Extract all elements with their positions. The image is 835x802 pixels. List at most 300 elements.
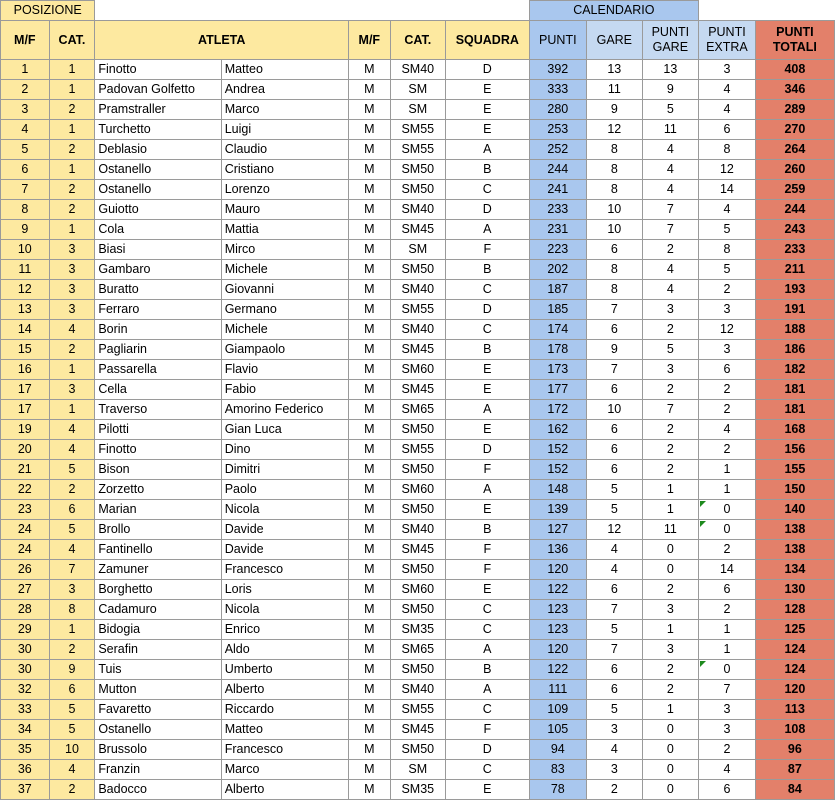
total-points-cell: 120 xyxy=(755,680,834,700)
races-cell: 8 xyxy=(587,160,643,180)
points-cell: 253 xyxy=(529,120,587,140)
race-points-cell: 4 xyxy=(642,160,699,180)
races-cell: 12 xyxy=(587,120,643,140)
total-points-cell: 346 xyxy=(755,80,834,100)
points-cell: 152 xyxy=(529,460,587,480)
extra-points-cell: 5 xyxy=(699,220,756,240)
race-points-cell: 2 xyxy=(642,660,699,680)
surname-cell: Turchetto xyxy=(95,120,221,140)
race-points-cell: 0 xyxy=(642,760,699,780)
race-points-cell: 0 xyxy=(642,780,699,800)
total-points-cell: 150 xyxy=(755,480,834,500)
category-cell: SM45 xyxy=(390,220,445,240)
points-cell: 152 xyxy=(529,440,587,460)
category-position-cell: 1 xyxy=(49,400,95,420)
total-points-cell: 108 xyxy=(755,720,834,740)
team-cell: D xyxy=(446,300,530,320)
category-position-cell: 4 xyxy=(49,320,95,340)
extra-points-cell: 0 xyxy=(699,520,756,540)
category-position-cell: 4 xyxy=(49,420,95,440)
name-cell: Michele xyxy=(221,260,348,280)
name-cell: Andrea xyxy=(221,80,348,100)
name-cell: Matteo xyxy=(221,720,348,740)
total-points-cell: 113 xyxy=(755,700,834,720)
surname-cell: Gambaro xyxy=(95,260,221,280)
races-cell: 7 xyxy=(587,360,643,380)
gender-cell: M xyxy=(349,180,391,200)
team-cell: E xyxy=(446,500,530,520)
position-cell: 6 xyxy=(1,160,50,180)
name-cell: Dimitri xyxy=(221,460,348,480)
points-cell: 244 xyxy=(529,160,587,180)
category-cell: SM50 xyxy=(390,160,445,180)
total-points-cell: 191 xyxy=(755,300,834,320)
gare-header: GARE xyxy=(587,21,643,60)
surname-cell: Badocco xyxy=(95,780,221,800)
table-row xyxy=(1,380,835,400)
category-cell: SM40 xyxy=(390,520,445,540)
category-cell: SM55 xyxy=(390,140,445,160)
total-points-cell: 125 xyxy=(755,620,834,640)
category-cell: SM65 xyxy=(390,640,445,660)
team-cell: C xyxy=(446,280,530,300)
table-row xyxy=(1,480,835,500)
team-cell: A xyxy=(446,400,530,420)
surname-cell: Fantinello xyxy=(95,540,221,560)
gender-cell: M xyxy=(349,680,391,700)
total-points-cell: 193 xyxy=(755,280,834,300)
category-position-cell: 6 xyxy=(49,680,95,700)
team-cell: E xyxy=(446,360,530,380)
gender-cell: M xyxy=(349,540,391,560)
extra-points-cell: 5 xyxy=(699,260,756,280)
extra-points-cell: 2 xyxy=(699,740,756,760)
points-cell: 392 xyxy=(529,60,587,80)
category-position-cell: 2 xyxy=(49,640,95,660)
race-points-cell: 2 xyxy=(642,460,699,480)
category-position-cell: 3 xyxy=(49,380,95,400)
extra-points-cell: 4 xyxy=(699,200,756,220)
team-cell: B xyxy=(446,160,530,180)
race-points-cell: 5 xyxy=(642,340,699,360)
position-cell: 7 xyxy=(1,180,50,200)
gender-cell: M xyxy=(349,520,391,540)
total-points-cell: 408 xyxy=(755,60,834,80)
races-cell: 6 xyxy=(587,240,643,260)
punti-gare-header: PUNTI GARE xyxy=(642,21,699,60)
points-cell: 177 xyxy=(529,380,587,400)
category-position-cell: 1 xyxy=(49,360,95,380)
header-row-2 xyxy=(1,21,835,60)
gender-cell: M xyxy=(349,260,391,280)
total-points-cell: 134 xyxy=(755,560,834,580)
table-row xyxy=(1,680,835,700)
category-cell: SM50 xyxy=(390,740,445,760)
surname-cell: Finotto xyxy=(95,60,221,80)
surname-cell: Brussolo xyxy=(95,740,221,760)
header-row-1 xyxy=(1,1,835,21)
position-cell: 8 xyxy=(1,200,50,220)
team-cell: A xyxy=(446,140,530,160)
race-points-cell: 2 xyxy=(642,240,699,260)
team-cell: F xyxy=(446,720,530,740)
category-position-cell: 9 xyxy=(49,660,95,680)
position-cell: 37 xyxy=(1,780,50,800)
category-position-cell: 2 xyxy=(49,100,95,120)
position-cell: 36 xyxy=(1,760,50,780)
surname-cell: Ostanello xyxy=(95,160,221,180)
table-row xyxy=(1,400,835,420)
table-row xyxy=(1,560,835,580)
table-row xyxy=(1,320,835,340)
category-cell: SM40 xyxy=(390,680,445,700)
category-position-cell: 2 xyxy=(49,340,95,360)
extra-points-cell: 12 xyxy=(699,320,756,340)
gender-cell: M xyxy=(349,440,391,460)
table-row xyxy=(1,640,835,660)
gender-cell: M xyxy=(349,720,391,740)
points-cell: 241 xyxy=(529,180,587,200)
extra-points-cell: 2 xyxy=(699,380,756,400)
category-cell: SM45 xyxy=(390,720,445,740)
team-cell: F xyxy=(446,460,530,480)
name-cell: Francesco xyxy=(221,740,348,760)
name-cell: Gian Luca xyxy=(221,420,348,440)
table-row xyxy=(1,720,835,740)
extra-points-cell: 14 xyxy=(699,560,756,580)
total-points-cell: 182 xyxy=(755,360,834,380)
total-points-cell: 124 xyxy=(755,640,834,660)
points-cell: 109 xyxy=(529,700,587,720)
table-row xyxy=(1,500,835,520)
extra-points-cell: 3 xyxy=(699,340,756,360)
surname-cell: Bidogia xyxy=(95,620,221,640)
points-cell: 123 xyxy=(529,600,587,620)
name-cell: Flavio xyxy=(221,360,348,380)
extra-points-cell: 8 xyxy=(699,240,756,260)
category-position-cell: 1 xyxy=(49,80,95,100)
surname-cell: Franzin xyxy=(95,760,221,780)
category-cell: SM60 xyxy=(390,360,445,380)
position-cell: 17 xyxy=(1,380,50,400)
category-cell: SM40 xyxy=(390,200,445,220)
race-points-cell: 3 xyxy=(642,360,699,380)
position-cell: 33 xyxy=(1,700,50,720)
category-cell: SM55 xyxy=(390,300,445,320)
races-cell: 6 xyxy=(587,460,643,480)
race-points-cell: 0 xyxy=(642,720,699,740)
extra-points-cell: 1 xyxy=(699,620,756,640)
race-points-cell: 1 xyxy=(642,620,699,640)
team-cell: F xyxy=(446,240,530,260)
race-points-cell: 0 xyxy=(642,560,699,580)
category-cell: SM40 xyxy=(390,60,445,80)
atleta-header: ATLETA xyxy=(95,21,349,60)
table-row xyxy=(1,300,835,320)
table-row xyxy=(1,100,835,120)
gender-cell: M xyxy=(349,640,391,660)
races-cell: 8 xyxy=(587,280,643,300)
category-cell: SM40 xyxy=(390,280,445,300)
name-cell: Francesco xyxy=(221,560,348,580)
category-cell: SM50 xyxy=(390,600,445,620)
team-cell: E xyxy=(446,580,530,600)
race-points-cell: 1 xyxy=(642,480,699,500)
points-cell: 187 xyxy=(529,280,587,300)
total-points-cell: 138 xyxy=(755,520,834,540)
extra-points-cell: 6 xyxy=(699,120,756,140)
total-points-cell: 156 xyxy=(755,440,834,460)
race-points-cell: 9 xyxy=(642,80,699,100)
races-cell: 10 xyxy=(587,200,643,220)
category-cell: SM55 xyxy=(390,120,445,140)
name-cell: Luigi xyxy=(221,120,348,140)
position-cell: 21 xyxy=(1,460,50,480)
position-cell: 13 xyxy=(1,300,50,320)
extra-points-cell: 4 xyxy=(699,420,756,440)
extra-points-cell: 0 xyxy=(699,660,756,680)
category-cell: SM50 xyxy=(390,560,445,580)
table-row xyxy=(1,120,835,140)
cat2-header: CAT. xyxy=(390,21,445,60)
race-points-cell: 2 xyxy=(642,680,699,700)
total-points-cell: 243 xyxy=(755,220,834,240)
gender-cell: M xyxy=(349,200,391,220)
team-cell: E xyxy=(446,100,530,120)
points-cell: 120 xyxy=(529,560,587,580)
races-cell: 6 xyxy=(587,420,643,440)
points-cell: 105 xyxy=(529,720,587,740)
name-cell: Riccardo xyxy=(221,700,348,720)
category-position-cell: 3 xyxy=(49,260,95,280)
category-cell: SM35 xyxy=(390,780,445,800)
table-row xyxy=(1,360,835,380)
category-cell: SM35 xyxy=(390,620,445,640)
position-cell: 17 xyxy=(1,400,50,420)
name-cell: Nicola xyxy=(221,500,348,520)
race-points-cell: 11 xyxy=(642,520,699,540)
position-cell: 15 xyxy=(1,340,50,360)
points-cell: 120 xyxy=(529,640,587,660)
races-cell: 5 xyxy=(587,700,643,720)
points-cell: 202 xyxy=(529,260,587,280)
total-points-cell: 138 xyxy=(755,540,834,560)
extra-points-cell: 4 xyxy=(699,100,756,120)
category-cell: SM50 xyxy=(390,500,445,520)
extra-points-cell: 3 xyxy=(699,720,756,740)
extra-points-cell: 1 xyxy=(699,480,756,500)
name-cell: Lorenzo xyxy=(221,180,348,200)
races-cell: 6 xyxy=(587,320,643,340)
position-cell: 12 xyxy=(1,280,50,300)
total-points-cell: 289 xyxy=(755,100,834,120)
points-cell: 223 xyxy=(529,240,587,260)
table-row xyxy=(1,80,835,100)
category-cell: SM60 xyxy=(390,580,445,600)
name-cell: Claudio xyxy=(221,140,348,160)
races-cell: 7 xyxy=(587,600,643,620)
name-cell: Alberto xyxy=(221,780,348,800)
name-cell: Enrico xyxy=(221,620,348,640)
name-cell: Paolo xyxy=(221,480,348,500)
table-row xyxy=(1,580,835,600)
team-cell: B xyxy=(446,660,530,680)
table-row xyxy=(1,200,835,220)
races-cell: 5 xyxy=(587,620,643,640)
points-cell: 252 xyxy=(529,140,587,160)
table-row xyxy=(1,280,835,300)
position-cell: 3 xyxy=(1,100,50,120)
gender-cell: M xyxy=(349,620,391,640)
points-cell: 111 xyxy=(529,680,587,700)
team-cell: C xyxy=(446,320,530,340)
table-row xyxy=(1,460,835,480)
surname-cell: Zorzetto xyxy=(95,480,221,500)
name-cell: Nicola xyxy=(221,600,348,620)
category-cell: SM50 xyxy=(390,660,445,680)
gender-cell: M xyxy=(349,80,391,100)
surname-cell: Mutton xyxy=(95,680,221,700)
punti-totali-header: PUNTI TOTALI xyxy=(755,21,834,60)
gender-cell: M xyxy=(349,60,391,80)
surname-cell: Pramstraller xyxy=(95,100,221,120)
total-points-cell: 155 xyxy=(755,460,834,480)
surname-cell: Borghetto xyxy=(95,580,221,600)
race-points-cell: 0 xyxy=(642,540,699,560)
total-points-cell: 264 xyxy=(755,140,834,160)
category-position-cell: 4 xyxy=(49,540,95,560)
table-row xyxy=(1,180,835,200)
gender-cell: M xyxy=(349,120,391,140)
races-cell: 13 xyxy=(587,60,643,80)
race-points-cell: 7 xyxy=(642,400,699,420)
gender-cell: M xyxy=(349,660,391,680)
table-row xyxy=(1,440,835,460)
position-cell: 10 xyxy=(1,240,50,260)
races-cell: 11 xyxy=(587,80,643,100)
surname-cell: Ferraro xyxy=(95,300,221,320)
position-cell: 28 xyxy=(1,600,50,620)
category-position-cell: 8 xyxy=(49,600,95,620)
team-cell: E xyxy=(446,420,530,440)
team-cell: E xyxy=(446,380,530,400)
race-points-cell: 4 xyxy=(642,280,699,300)
gender-cell: M xyxy=(349,300,391,320)
category-cell: SM xyxy=(390,240,445,260)
points-cell: 333 xyxy=(529,80,587,100)
gender-cell: M xyxy=(349,160,391,180)
position-cell: 30 xyxy=(1,660,50,680)
position-cell: 22 xyxy=(1,480,50,500)
race-points-cell: 4 xyxy=(642,180,699,200)
team-cell: C xyxy=(446,760,530,780)
position-cell: 11 xyxy=(1,260,50,280)
position-cell: 5 xyxy=(1,140,50,160)
extra-points-cell: 6 xyxy=(699,360,756,380)
points-cell: 172 xyxy=(529,400,587,420)
points-cell: 173 xyxy=(529,360,587,380)
team-cell: B xyxy=(446,340,530,360)
position-cell: 14 xyxy=(1,320,50,340)
category-position-cell: 10 xyxy=(49,740,95,760)
total-points-cell: 260 xyxy=(755,160,834,180)
posizione-header: POSIZIONE xyxy=(1,1,95,21)
table-row xyxy=(1,700,835,720)
squadra-header: SQUADRA xyxy=(446,21,530,60)
points-cell: 127 xyxy=(529,520,587,540)
surname-cell: Bison xyxy=(95,460,221,480)
races-cell: 4 xyxy=(587,560,643,580)
position-cell: 23 xyxy=(1,500,50,520)
team-cell: F xyxy=(446,540,530,560)
points-cell: 178 xyxy=(529,340,587,360)
points-cell: 231 xyxy=(529,220,587,240)
position-cell: 26 xyxy=(1,560,50,580)
team-cell: D xyxy=(446,440,530,460)
extra-points-cell: 14 xyxy=(699,180,756,200)
gender-cell: M xyxy=(349,760,391,780)
name-cell: Mirco xyxy=(221,240,348,260)
points-cell: 148 xyxy=(529,480,587,500)
gender-cell: M xyxy=(349,400,391,420)
mf-header: M/F xyxy=(1,21,50,60)
surname-cell: Padovan Golfetto xyxy=(95,80,221,100)
races-cell: 8 xyxy=(587,180,643,200)
race-points-cell: 13 xyxy=(642,60,699,80)
category-cell: SM50 xyxy=(390,420,445,440)
race-points-cell: 3 xyxy=(642,600,699,620)
table-row xyxy=(1,60,835,80)
category-position-cell: 1 xyxy=(49,160,95,180)
total-points-cell: 84 xyxy=(755,780,834,800)
table-row xyxy=(1,660,835,680)
extra-points-cell: 2 xyxy=(699,280,756,300)
category-cell: SM50 xyxy=(390,460,445,480)
races-cell: 8 xyxy=(587,140,643,160)
category-position-cell: 1 xyxy=(49,220,95,240)
race-points-cell: 1 xyxy=(642,500,699,520)
team-cell: D xyxy=(446,60,530,80)
surname-cell: Pilotti xyxy=(95,420,221,440)
category-position-cell: 3 xyxy=(49,240,95,260)
team-cell: B xyxy=(446,260,530,280)
name-cell: Matteo xyxy=(221,60,348,80)
surname-cell: Deblasio xyxy=(95,140,221,160)
gender-cell: M xyxy=(349,780,391,800)
points-cell: 94 xyxy=(529,740,587,760)
race-points-cell: 7 xyxy=(642,200,699,220)
surname-cell: Ostanello xyxy=(95,720,221,740)
extra-points-cell: 4 xyxy=(699,760,756,780)
category-position-cell: 1 xyxy=(49,120,95,140)
races-cell: 10 xyxy=(587,400,643,420)
name-cell: Germano xyxy=(221,300,348,320)
calendario-header: CALENDARIO xyxy=(529,1,699,21)
category-cell: SM60 xyxy=(390,480,445,500)
table-row xyxy=(1,520,835,540)
extra-points-cell: 2 xyxy=(699,440,756,460)
points-cell: 78 xyxy=(529,780,587,800)
gender-cell: M xyxy=(349,380,391,400)
points-cell: 139 xyxy=(529,500,587,520)
category-cell: SM50 xyxy=(390,180,445,200)
total-points-cell: 244 xyxy=(755,200,834,220)
races-cell: 3 xyxy=(587,760,643,780)
race-points-cell: 5 xyxy=(642,100,699,120)
races-cell: 2 xyxy=(587,780,643,800)
category-position-cell: 2 xyxy=(49,780,95,800)
category-cell: SM45 xyxy=(390,540,445,560)
